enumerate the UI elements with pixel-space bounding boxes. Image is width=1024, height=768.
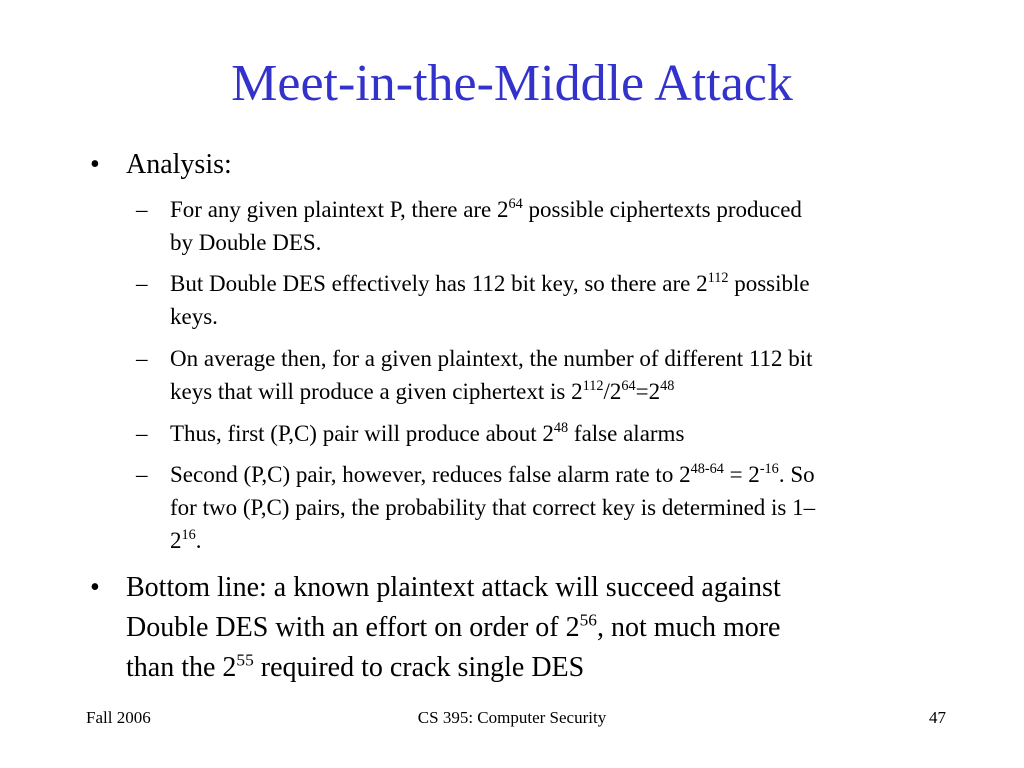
text-run: On average then, for a given plaintext, the number of different 112 bit — [170, 346, 813, 371]
bullet-marker: • — [90, 149, 100, 180]
sub-item-4 — [136, 417, 970, 450]
slide-title: Meet-in-the-Middle Attack — [231, 55, 793, 112]
dash-marker: – — [136, 346, 148, 371]
sub-item-line — [170, 375, 970, 408]
superscript: 48 — [553, 420, 569, 437]
superscript: 64 — [621, 378, 636, 395]
bullet-marker: • — [90, 572, 100, 603]
text-run: Bottom line: a known plaintext attack will succeed against — [126, 572, 781, 603]
text-run: Thus, first (P,C) pair will produce about 2 — [170, 421, 554, 446]
superscript: 16 — [181, 527, 196, 544]
superscript: -16 — [759, 461, 779, 478]
sub-item-line — [170, 300, 970, 333]
footer-date: Fall 2006 — [86, 708, 151, 727]
bullet-line — [126, 648, 946, 688]
text-run: possible — [728, 271, 810, 296]
text-run: false alarms — [568, 421, 685, 446]
text-run: than the 2 — [126, 652, 237, 683]
text-run: possible ciphertexts produced — [522, 197, 802, 222]
text-run: , not much more — [596, 612, 781, 643]
superscript: 112 — [582, 378, 604, 395]
text-run: For any given plaintext P, there are 2 — [170, 197, 509, 222]
text-run: for two (P,C) pairs, the probability that correct key is determined is 1– — [170, 495, 816, 520]
sub-item-5 — [136, 458, 970, 557]
text-run: Second (P,C) pair, however, reduces false alarm rate to 2 — [170, 462, 691, 487]
sub-item-2 — [136, 267, 970, 333]
text-run: = 2 — [723, 462, 760, 487]
dash-marker: – — [136, 421, 148, 446]
text-run: . — [195, 528, 202, 553]
text-run: keys that will produce a given ciphertext is 2 — [170, 379, 583, 404]
text-run: 2 — [170, 528, 182, 553]
sub-item-line — [170, 458, 970, 491]
text-run: . So — [778, 462, 815, 487]
text-run: required to crack single DES — [253, 652, 585, 683]
text-run: =2 — [635, 379, 661, 404]
text-run: /2 — [603, 379, 622, 404]
sub-item-1 — [136, 193, 970, 259]
sub-item-line — [170, 226, 970, 259]
sub-item-line — [170, 417, 970, 450]
superscript: 56 — [579, 610, 597, 630]
bullet-line — [126, 608, 946, 648]
superscript: 64 — [508, 196, 523, 213]
text-run: But Double DES effectively has 112 bit key, so there are 2 — [170, 271, 708, 296]
superscript: 55 — [236, 650, 254, 670]
sub-item-line — [170, 342, 970, 375]
text-run: by Double DES. — [170, 230, 322, 255]
superscript: 48-64 — [690, 461, 724, 478]
text-run: keys. — [170, 304, 218, 329]
sub-item-3 — [136, 342, 970, 408]
page-number: 47 — [929, 708, 946, 727]
bullet-text: Analysis: — [126, 149, 232, 180]
sub-item-line — [170, 267, 970, 300]
sub-item-line — [170, 491, 970, 524]
dash-marker: – — [136, 271, 148, 296]
bullet-line — [126, 568, 946, 608]
superscript: 112 — [707, 270, 729, 287]
footer-course: CS 395: Computer Security — [417, 708, 607, 727]
sub-item-line — [170, 524, 970, 557]
superscript: 48 — [660, 378, 675, 395]
bullet-bottom-line — [90, 568, 946, 688]
dash-marker: – — [136, 197, 148, 222]
bullet-analysis — [90, 145, 946, 185]
dash-marker: – — [136, 462, 148, 487]
text-run: Double DES with an effort on order of 2 — [126, 612, 580, 643]
sub-item-line — [170, 193, 970, 226]
